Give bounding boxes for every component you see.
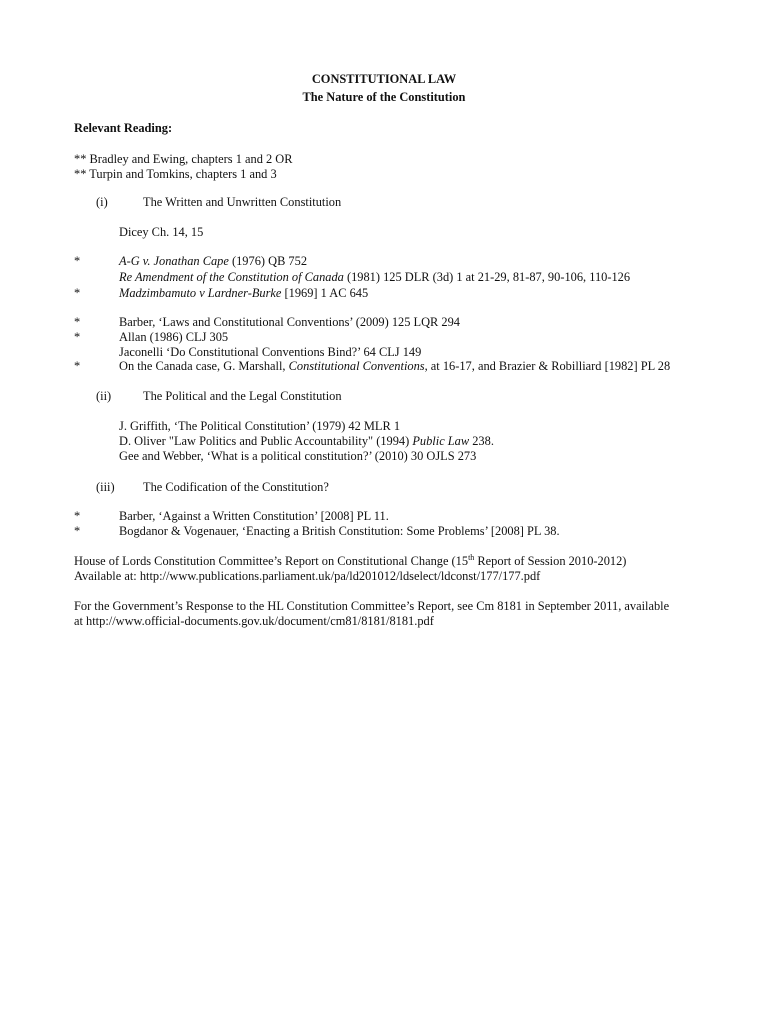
star-marker: * [74, 359, 81, 373]
reading-dicey: Dicey Ch. 14, 15 [119, 225, 204, 239]
star-marker: * [74, 254, 81, 268]
hol-report-url: Available at: http://www.publications.parliament.uk/pa/ld201012/ldselect/ldconst/177/177.pdf [74, 569, 541, 583]
case-name: A-G v. Jonathan Cape [119, 254, 229, 268]
reading-gee-webber: Gee and Webber, ‘What is a political constitution?’ (2010) 30 OJLS 273 [119, 449, 477, 463]
star-marker: * [74, 286, 81, 300]
book-title: Constitutional Conventions [288, 359, 425, 373]
reading-madzimbamuto [119, 286, 368, 300]
core-reading-1: ** Bradley and Ewing, chapters 1 and 2 OR [74, 152, 293, 166]
relevant-reading-heading: Relevant Reading: [74, 121, 173, 135]
gov-response-line-1: For the Government’s Response to the HL Constitution Committee’s Report, see Cm 8181 in September 2011, available [74, 599, 670, 613]
text-part: , at 16-17, and Brazier & Robilliard [1982] PL 28 [424, 359, 671, 373]
section-3-title: The Codification of the Constitution? [143, 480, 329, 494]
text-part: Report of Session 2010-2012) [474, 554, 627, 568]
reading-griffith: J. Griffith, ‘The Political Constitution’ (1979) 42 MLR 1 [119, 419, 401, 433]
reading-barber-conventions: Barber, ‘Laws and Constitutional Conventions’ (2009) 125 LQR 294 [119, 315, 461, 329]
doc-subtitle: The Nature of the Constitution [302, 90, 466, 104]
reading-canada-case [119, 359, 670, 373]
core-reading-2: ** Turpin and Tomkins, chapters 1 and 3 [74, 167, 277, 181]
reading-oliver [119, 434, 494, 448]
star-marker: * [74, 524, 81, 538]
reading-cape [119, 254, 307, 268]
star-marker: * [74, 330, 81, 344]
star-marker: * [74, 315, 81, 329]
journal-title: Public Law [412, 434, 470, 448]
reading-barber-written: Barber, ‘Against a Written Constitution’ [2008] PL 11. [119, 509, 389, 523]
section-2-title: The Political and the Legal Constitution [143, 389, 342, 403]
ordinal-suffix: th [468, 552, 475, 562]
doc-title: CONSTITUTIONAL LAW [311, 72, 457, 86]
case-name: Re Amendment of the Constitution of Canada [119, 270, 344, 284]
section-1-title: The Written and Unwritten Constitution [143, 195, 342, 209]
reading-allan: Allan (1986) CLJ 305 [119, 330, 229, 344]
text-part: 238. [469, 434, 494, 448]
reading-jaconelli: Jaconelli ‘Do Constitutional Conventions Bind?’ 64 CLJ 149 [119, 345, 422, 359]
reading-bogdanor: Bogdanor & Vogenauer, ‘Enacting a British Constitution: Some Problems’ [2008] PL 38. [119, 524, 560, 538]
citation: [1969] 1 AC 645 [281, 286, 369, 300]
gov-response-line-2: at http://www.official-documents.gov.uk/document/cm81/8181/8181.pdf [74, 614, 434, 628]
text-part: House of Lords Constitution Committee’s Report on Constitutional Change (15 [74, 554, 469, 568]
case-name: Madzimbamuto v Lardner-Burke [119, 286, 282, 300]
star-marker: * [74, 509, 81, 523]
text-part: D. Oliver "Law Politics and Public Accountability" (1994) [119, 434, 413, 448]
citation: (1981) 125 DLR (3d) 1 at 21-29, 81-87, 90-106, 110-126 [343, 270, 631, 284]
section-1-number: (i) [96, 195, 108, 209]
section-3-number: (iii) [96, 480, 115, 494]
hol-report [74, 554, 626, 568]
reading-canada [119, 270, 630, 284]
text-part: On the Canada case, G. Marshall, [119, 359, 289, 373]
citation: (1976) QB 752 [228, 254, 308, 268]
section-2-number: (ii) [96, 389, 112, 403]
